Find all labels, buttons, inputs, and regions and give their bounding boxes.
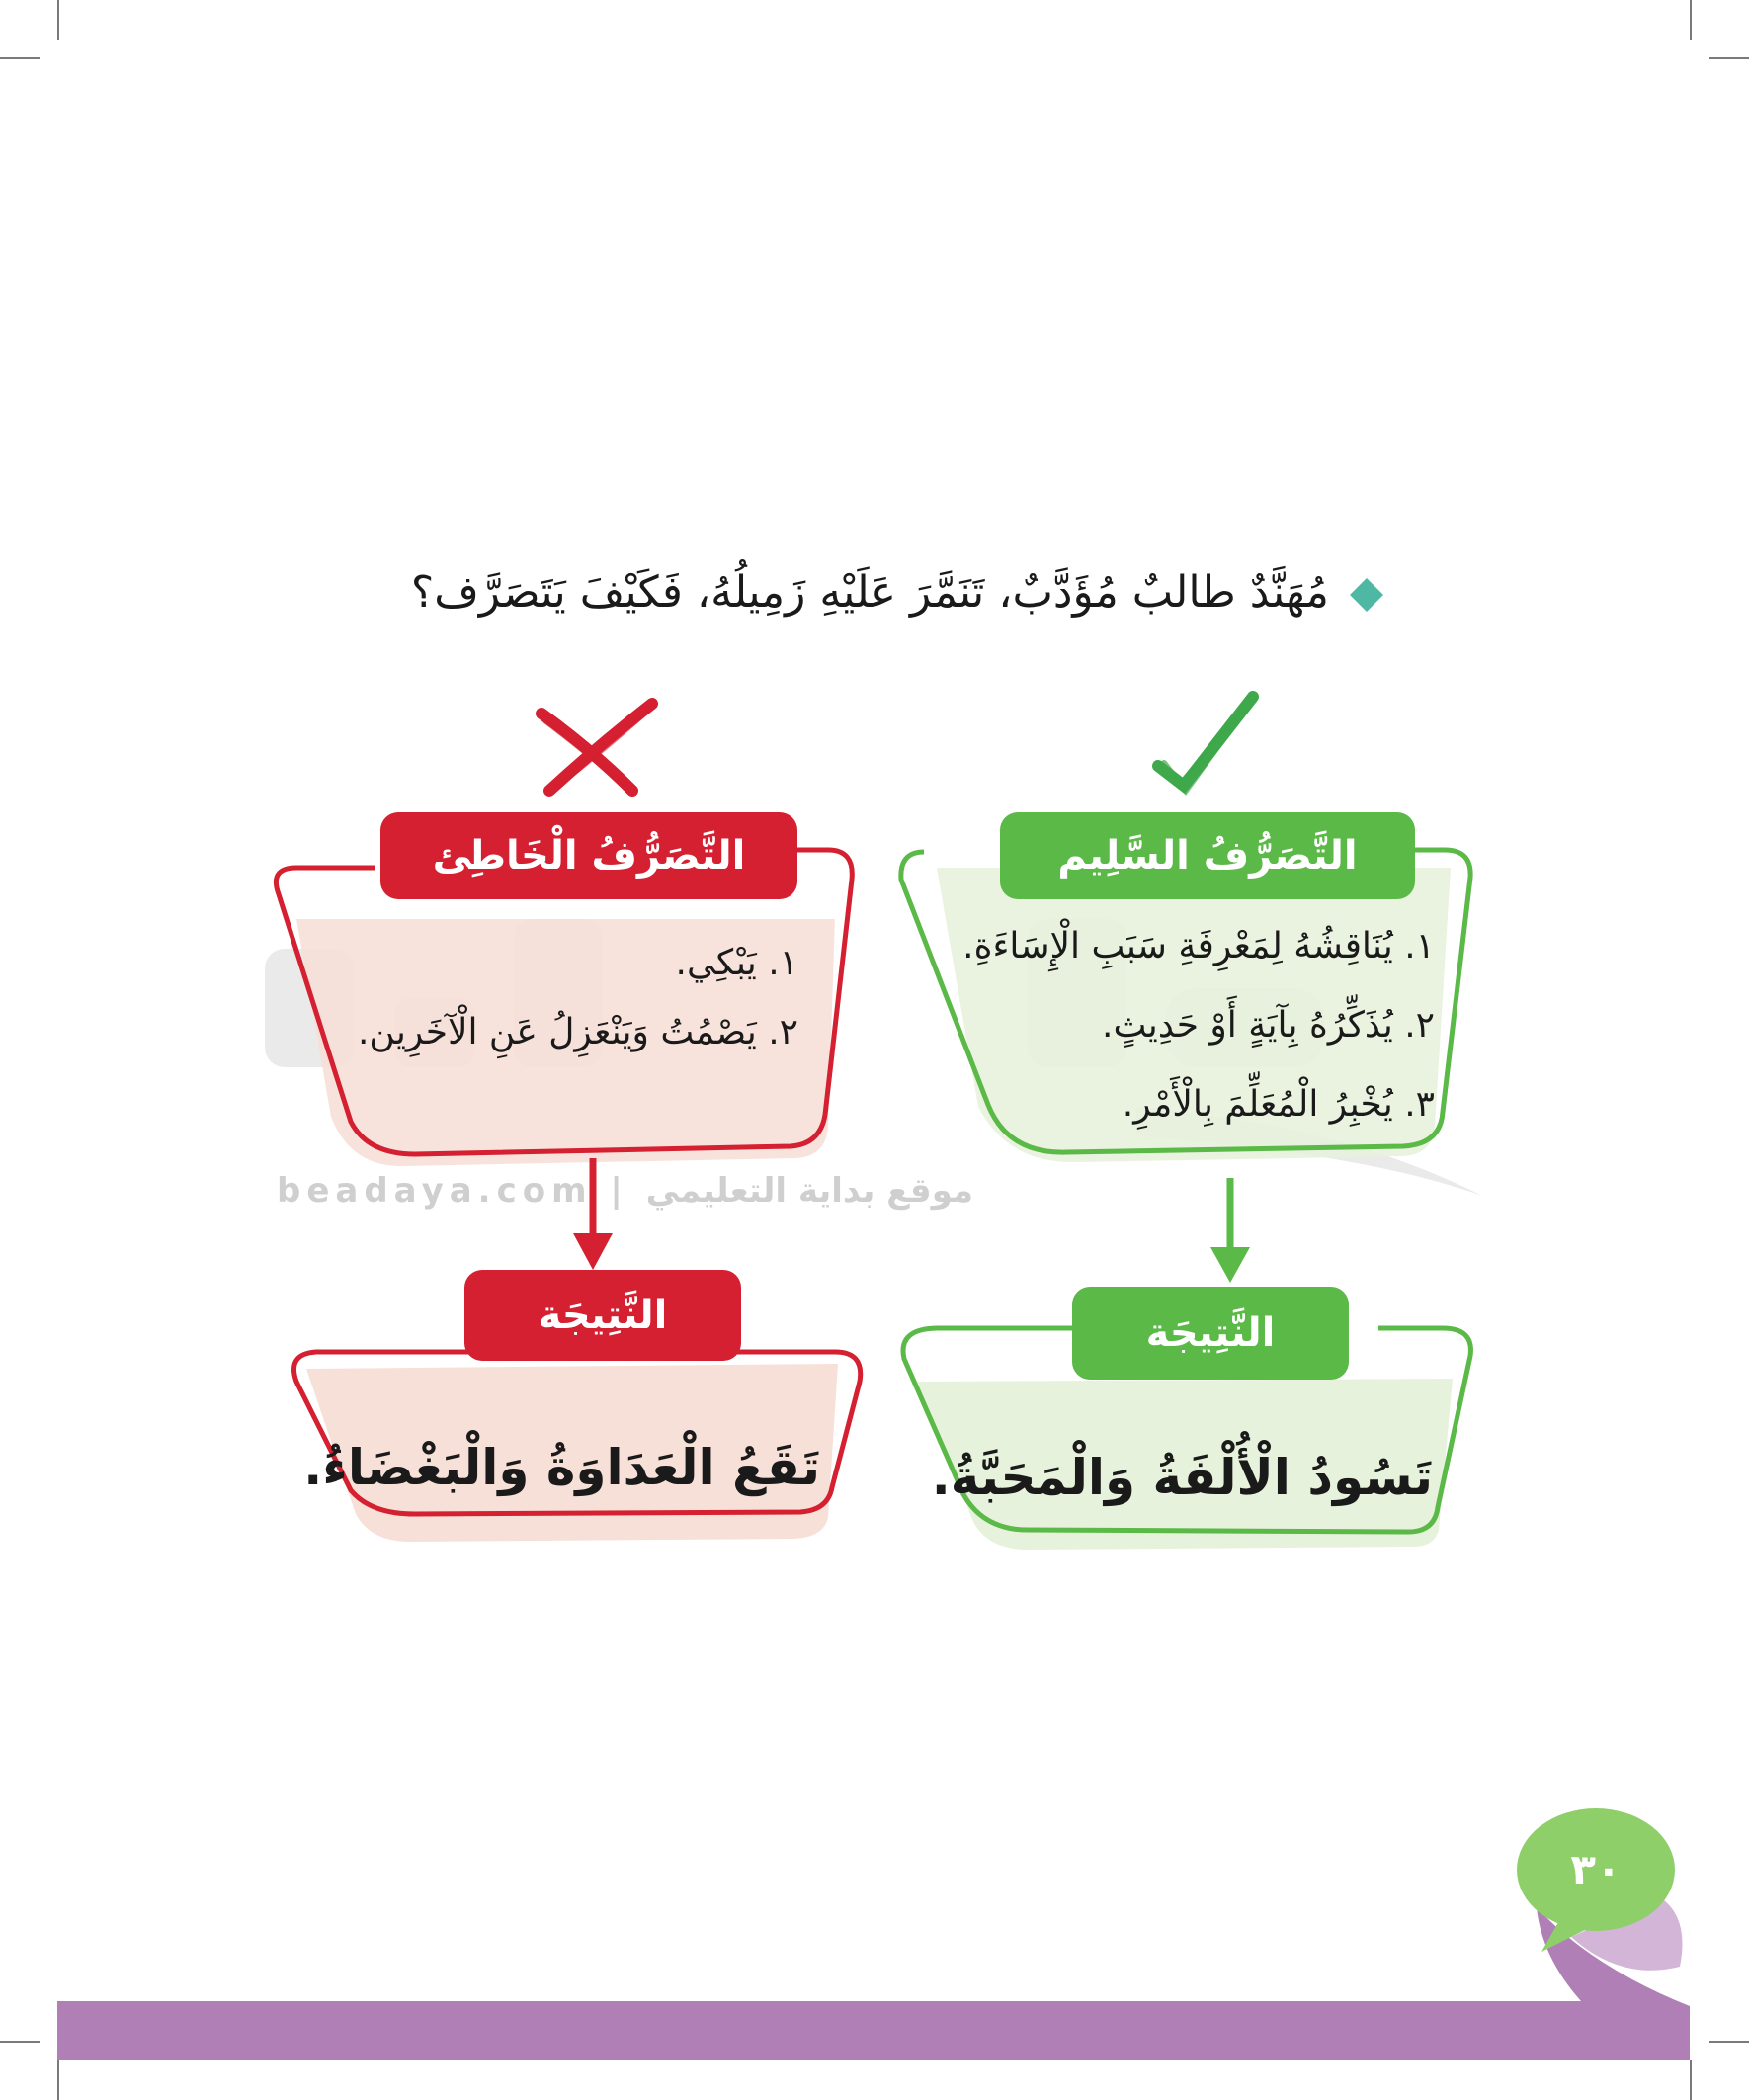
wrong-item-1: ١. يَبْكِي. bbox=[675, 943, 798, 983]
wrong-result-text: تَقَعُ الْعَدَاوَةُ وَالْبَغْضَاءُ. bbox=[303, 1439, 820, 1496]
wrong-title: التَّصَرُّفُ الْخَاطِئ bbox=[380, 812, 797, 899]
wrong-item-2: ٢. يَصْمُتُ وَيَنْعَزِلُ عَنِ الْآخَرِين. bbox=[357, 1012, 798, 1052]
footer-band bbox=[57, 1907, 1690, 2060]
correct-item-3: ٣. يُخْبِرُ الْمُعَلِّمَ بِالْأَمْرِ. bbox=[1122, 1084, 1435, 1125]
correct-item-2: ٢. يُذَكِّرُهُ بِآيَةٍ أَوْ حَدِيثٍ. bbox=[1102, 1005, 1435, 1046]
wrong-result-title: النَّتِيجَة bbox=[464, 1270, 741, 1361]
correct-title: التَّصَرُّفُ السَّلِيم bbox=[1000, 812, 1415, 899]
correct-result-title: النَّتِيجَة bbox=[1072, 1287, 1349, 1380]
correct-item-1: ١. يُنَاقِشُهُ لِمَعْرِفَةِ سَبَبِ الْإِسَاءَةِ. bbox=[962, 926, 1435, 966]
cross-mark-icon bbox=[541, 704, 652, 791]
watermark-text: beadaya.com | موقع بداية التعليمي bbox=[277, 1171, 974, 1211]
check-mark-icon bbox=[1158, 697, 1253, 791]
question-text: مُهَنَّدٌ طالبٌ مُؤَدَّبٌ، تَنَمَّرَ عَلَيْهِ زَمِيلُهُ، فَكَيْفَ يَتَصَرَّف؟ bbox=[410, 567, 1329, 618]
correct-arrow bbox=[1210, 1178, 1250, 1283]
correct-result-text: تَسُودُ الْأُلْفَةُ وَالْمَحَبَّةُ. bbox=[931, 1449, 1433, 1506]
page-number: ٣٠ bbox=[1570, 1845, 1622, 1893]
